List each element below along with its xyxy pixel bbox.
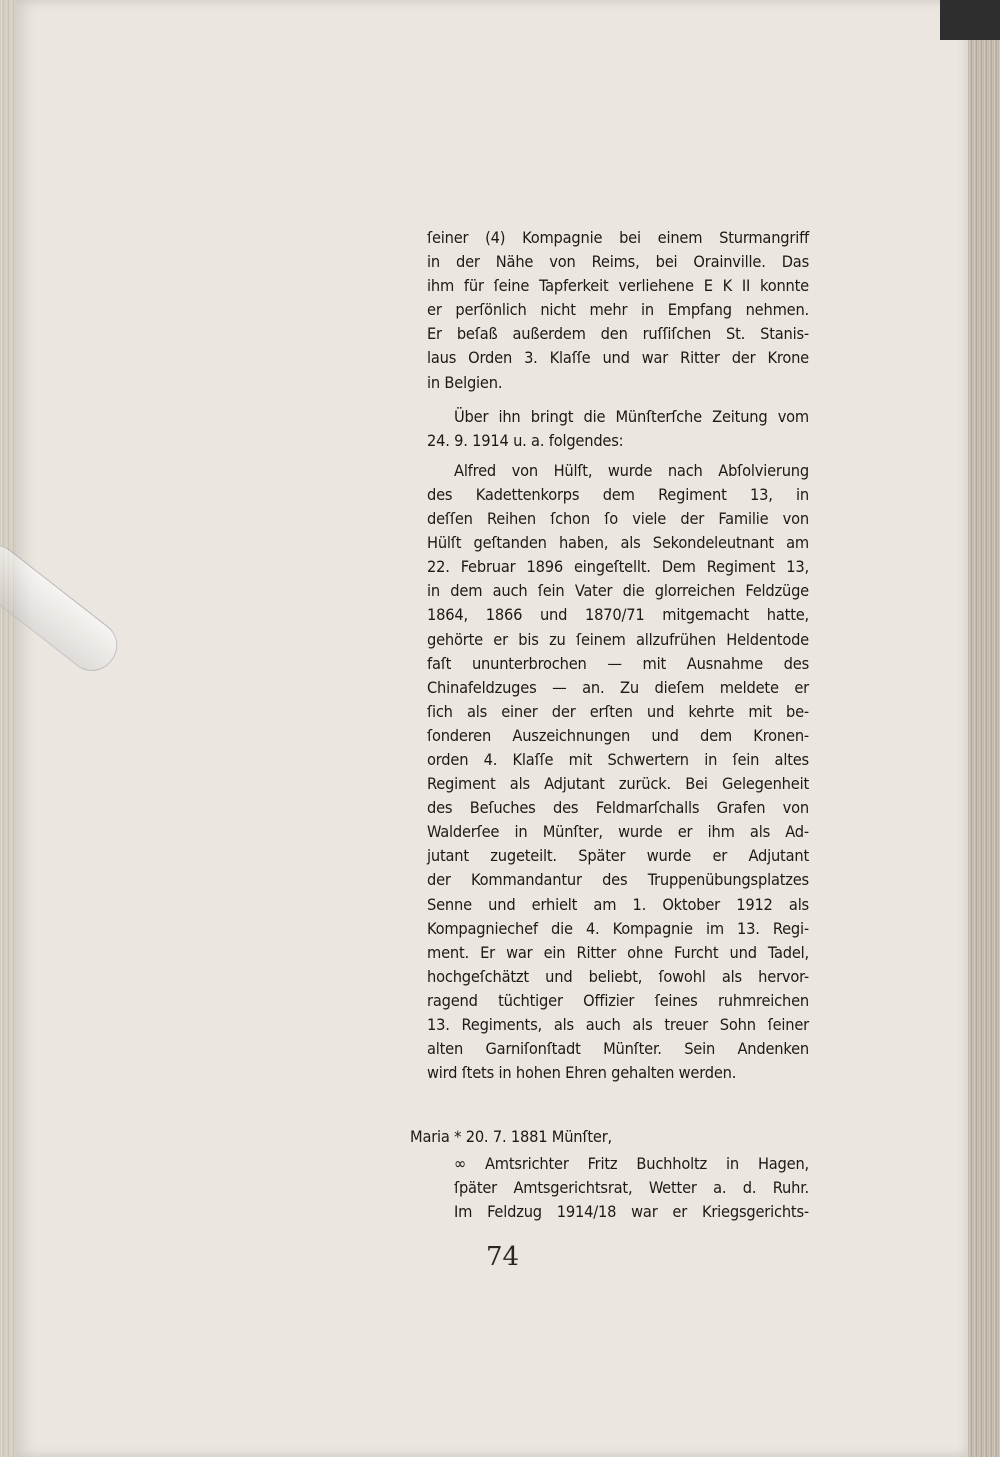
- page-edges-right: [968, 0, 1000, 1457]
- text-line: Über ihn bringt die Münſterſche Zeitung vom: [454, 406, 809, 426]
- transparent-bookmark: [0, 535, 127, 680]
- text-line: 24. 9. 1914 u. a. folgendes:: [427, 430, 624, 450]
- text-line: deſſen Reihen ſchon ſo viele der Familie von: [427, 509, 809, 529]
- text-line: Walderſee in Münſter, wurde er ihm als Ad-: [427, 822, 809, 842]
- text-line: in Belgien.: [427, 372, 503, 392]
- genealogy-entry-heading: [410, 1125, 810, 1149]
- main-text-column: [427, 226, 809, 1085]
- text-line: 1864, 1866 und 1870/71 mitgemacht hatte,: [427, 605, 809, 625]
- text-line: Im Feldzug 1914/18 war er Kriegsgerichts-: [454, 1202, 809, 1222]
- text-line: faſt ununterbrochen — mit Ausnahme des: [427, 653, 809, 673]
- text-line: ſeiner (4) Kompagnie bei einem Sturmangriff: [427, 228, 809, 247]
- text-line: ſonderen Auszeichnungen und dem Kronen-: [427, 725, 809, 745]
- text-line: Kompagniechef die 4. Kompagnie im 13. Regi-: [427, 918, 809, 938]
- paragraph-1: [427, 226, 809, 395]
- text-line: ment. Er war ein Ritter ohne Furcht und Tadel,: [427, 942, 809, 962]
- text-line: in dem auch ſein Vater die glorreichen Feldzüge: [427, 581, 809, 601]
- text-line: der Kommandantur des Truppenübungsplatzes: [427, 870, 809, 890]
- text-line: ∞ Amtsrichter Fritz Buchholtz in Hagen,: [454, 1154, 809, 1173]
- text-line: orden 4. Klaſſe mit Schwertern in ſein altes: [427, 749, 809, 769]
- text-line: jutant zugeteilt. Später wurde er Adjutant: [427, 846, 809, 866]
- paragraph-3-quote: [427, 459, 809, 1085]
- text-line: Regiment als Adjutant zurück. Bei Gelegenheit: [427, 774, 809, 794]
- text-line: wird ſtets in hohen Ehren gehalten werden.: [427, 1063, 737, 1083]
- page-number: 74: [486, 1242, 520, 1272]
- text-line: ſich als einer der erſten und kehrte mit be-: [427, 701, 809, 721]
- text-line: des Kadettenkorps dem Regiment 13, in: [427, 484, 809, 504]
- text-line: er perſönlich nicht mehr in Empfang nehmen.: [427, 300, 809, 320]
- text-line: ragend tüchtiger Offizier ſeines ruhmreichen: [427, 990, 809, 1010]
- text-line: alten Garniſonſtadt Münſter. Sein Andenken: [427, 1039, 809, 1059]
- text-line: des Beſuches des Feldmarſchalls Grafen von: [427, 798, 809, 818]
- scan-corner: [940, 0, 1000, 40]
- text-line: Senne und erhielt am 1. Oktober 1912 als: [427, 894, 809, 914]
- text-line: 13. Regiments, als auch als treuer Sohn ſeiner: [427, 1015, 809, 1034]
- text-line: Er beſaß außerdem den ruſſiſchen St. Stanis-: [427, 324, 809, 344]
- entry-heading: Maria * 20. 7. 1881 Münſter,: [410, 1127, 612, 1146]
- text-line: ſpäter Amtsgerichtsrat, Wetter a. d. Ruhr.: [454, 1178, 809, 1198]
- paragraph-2: [427, 405, 809, 453]
- text-line: ihm für ſeine Tapferkeit verliehene E K II konnte: [427, 276, 809, 296]
- genealogy-entry-details: [454, 1152, 809, 1224]
- text-line: Chinafeldzuges — an. Zu dieſem meldete er: [427, 677, 809, 697]
- text-line: 22. Februar 1896 eingeſtellt. Dem Regiment 13,: [427, 557, 809, 577]
- text-line: gehörte er bis zu ſeinem allzufrühen Heldentode: [427, 629, 809, 649]
- text-line: laus Orden 3. Klaſſe und war Ritter der Krone: [427, 348, 809, 368]
- text-line: in der Nähe von Reims, bei Orainville. Das: [427, 252, 809, 272]
- text-line: hochgeſchätzt und beliebt, ſowohl als hervor-: [427, 966, 809, 986]
- text-line: Alfred von Hülſt, wurde nach Abſolvierung: [454, 460, 809, 480]
- text-line: Hülſt geſtanden haben, als Sekondeleutnant am: [427, 533, 809, 553]
